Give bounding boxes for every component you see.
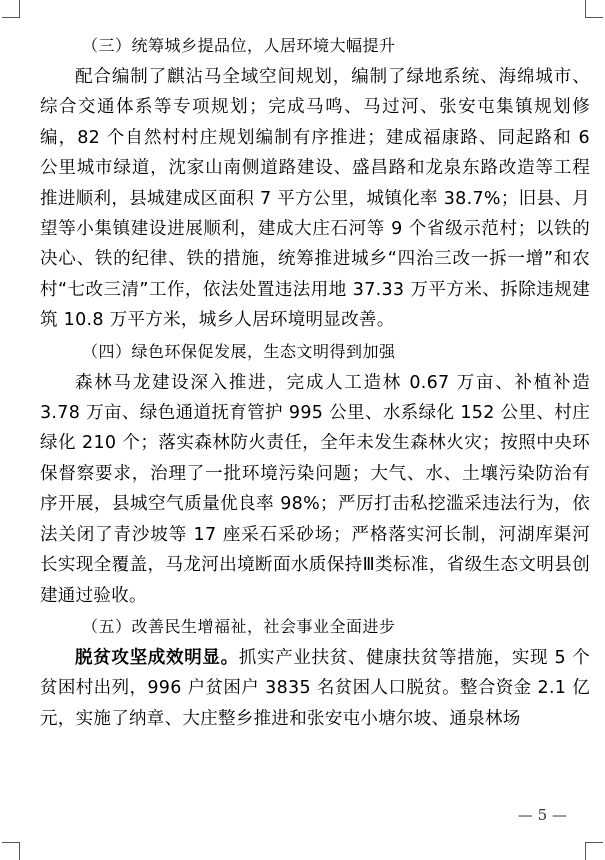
section-4-paragraph (40, 368, 590, 611)
paragraph-text: 森林马龙建设深入推进，完成人工造林 0.67 万亩、补植补造 3.78 万亩、绿色通道抚育管护 995 公里、水系绿化 152 公里、村庄绿化 210 个；落实森林防火责任，全年未发生森林火灾；按照中央环保督察要求，治理了一批环境污染问题；大气、水、土壤污染防治有序开展，县城空气质量优良率 98%；严厉打击私挖滥采违法行为，依法关闭了青沙坡等 17 座采石采砂场；严格落实河长制，河湖库渠河长实现全覆盖，马龙河出境断面水质保持Ⅲ类标准，省级生态文明县创建通过验收。 (40, 372, 590, 606)
paragraph-text: 抓实产业扶贫、健康扶贫等措施，实现 5 个贫困村出列，996 户贫困户 3835 名贫困人口脱贫。整合资金 2.1 亿元，实施了纳章、大庄整乡推进和张安屯小塘尔坡、通泉林场 (40, 647, 590, 729)
section-3-paragraph (40, 62, 590, 336)
page-number: — 5 — (517, 806, 567, 824)
document-body (40, 30, 590, 734)
paragraph-text: 配合编制了麒沾马全域空间规划，编制了绿地系统、海绵城市、综合交通体系等专项规划；完成马鸣、马过河、张安屯集镇规划修编，82 个自然村村庄规划编制有序推进；建成福康路、同起路和 6 公里城市绿道，沈家山南侧道路建设、盛昌路和龙泉东路改造等工程推进顺利，县城建成区面积 7 平方公里，城镇化率 38.7%；旧县、月望等小集镇建设进展顺利，建成大庄石河等 9 个省级示范村；以铁的决心、铁的纪律、铁的措施，统筹推进城乡“四治三改一拆一增”和农村“七改三清”工作，依法处置违法用地 37.33 万平方米、拆除违规建筑 10.8 万平方米，城乡人居环境明显改善。 (40, 67, 590, 331)
section-heading-3: （三）统筹城乡提品位，人居环境大幅提升 (82, 36, 396, 55)
section-heading-4: （四）绿色环保促发展，生态文明得到加强 (82, 341, 396, 361)
paragraph-lead-bold: 脱贫攻坚成效明显。 (75, 647, 239, 668)
section-heading-5: （五）改善民生增福祉，社会事业全面进步 (82, 616, 396, 636)
section-5-paragraph (40, 643, 590, 734)
